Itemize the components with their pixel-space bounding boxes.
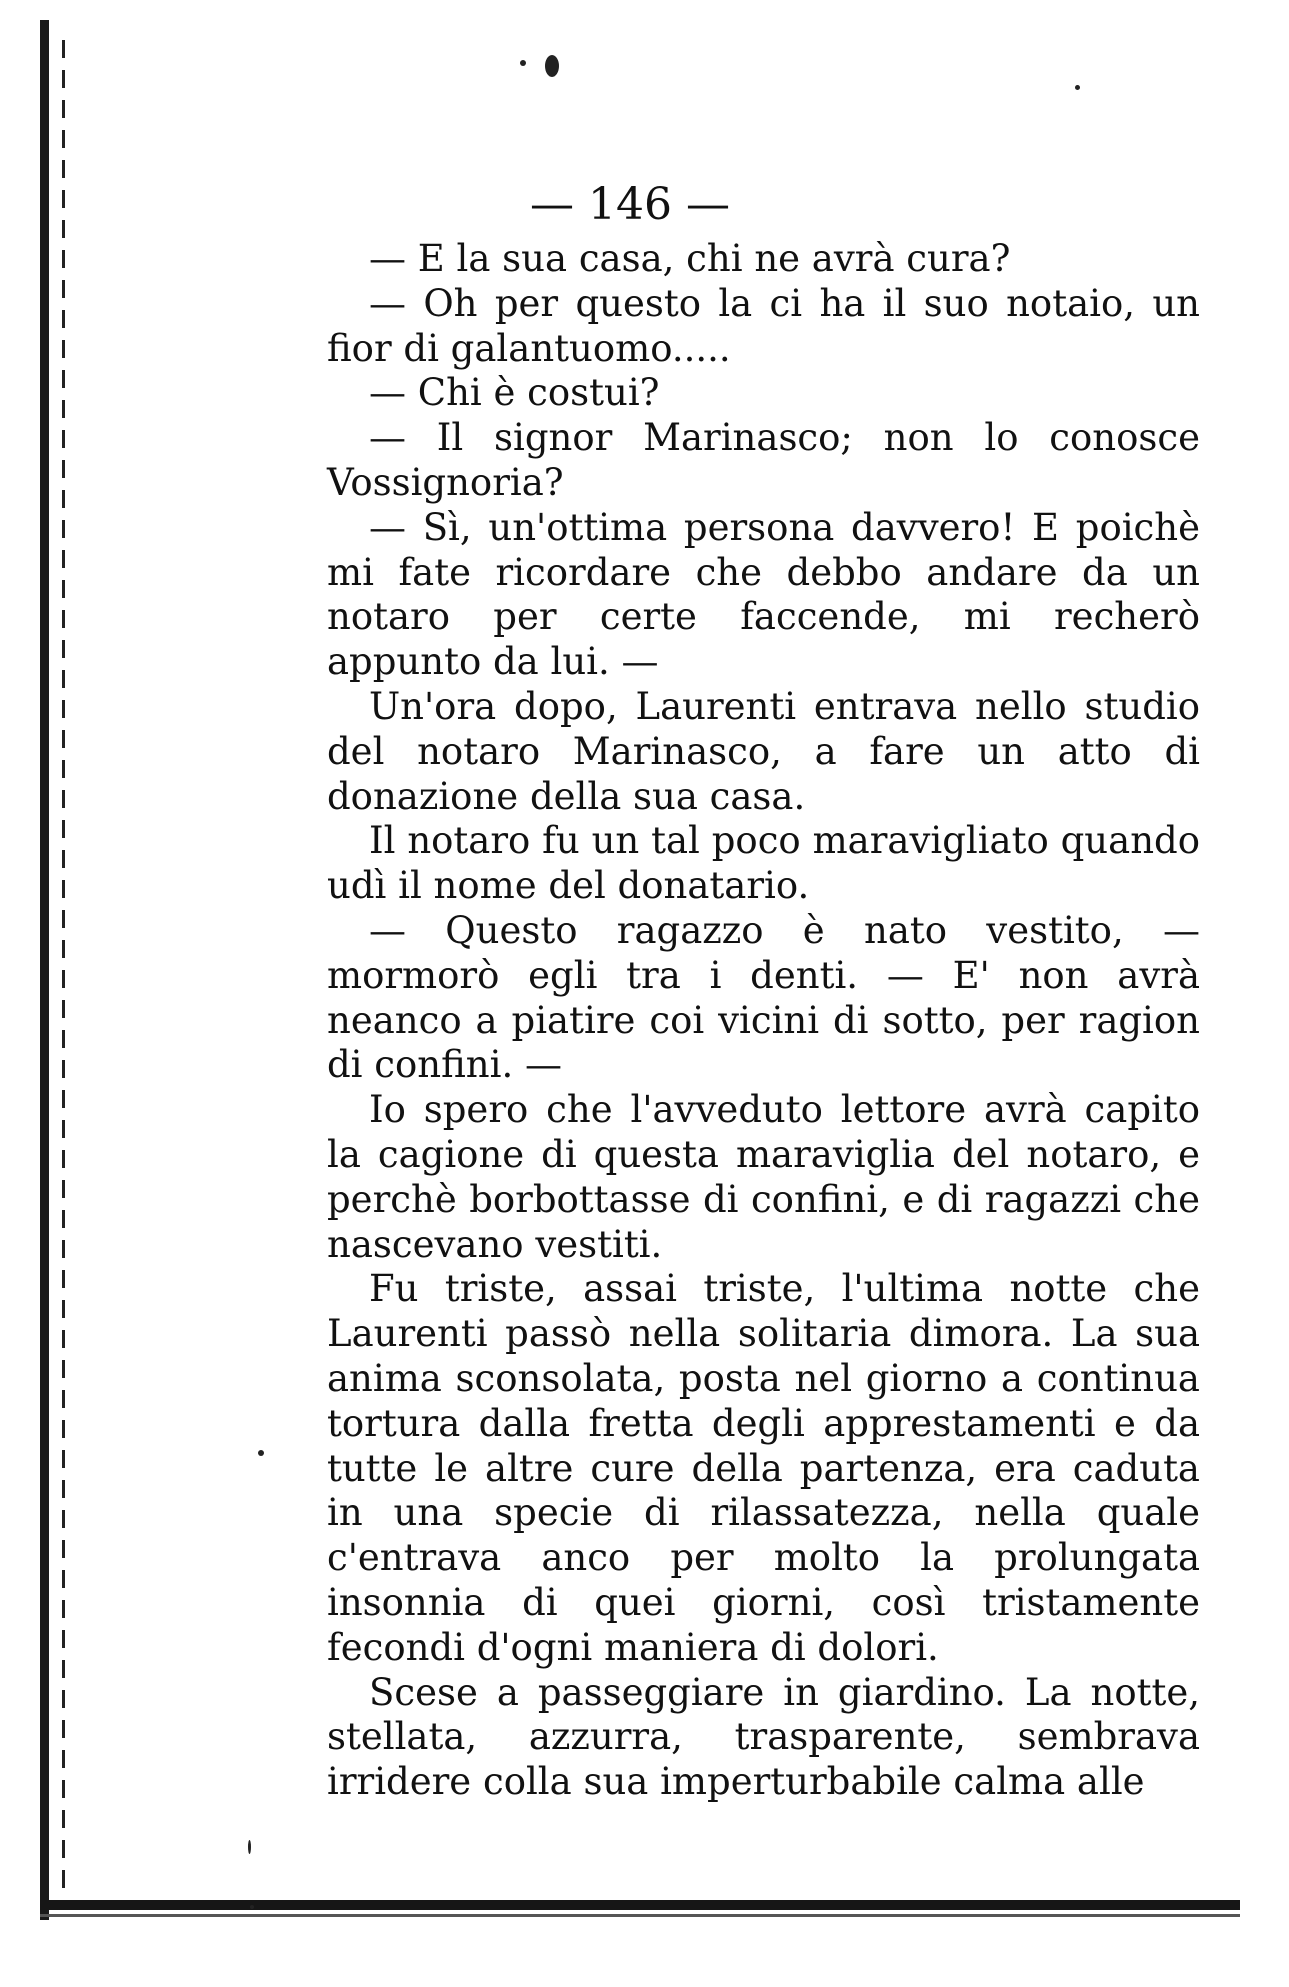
paragraph: Un'ora dopo, Laurenti entrava nello studio del notaro Marinasco, a fare un atto di donazione della sua casa.	[327, 684, 1200, 818]
scan-speck	[520, 60, 526, 66]
scan-speck	[1075, 85, 1080, 90]
page-bottom-edge	[40, 1900, 1240, 1910]
body-text	[327, 237, 1200, 1805]
paragraph: — Questo ragazzo è nato vestito, — mormorò egli tra i denti. — E' non avrà neanco a piatire coi vicini di sotto, per ragion di confini. —	[327, 908, 1200, 1087]
paragraph: — Sì, un'ottima persona davvero! E poichè mi fate ricordare che debbo andare da un notaro per certe faccende, mi recherò appunto da lui. —	[327, 505, 1200, 684]
binding-edge	[62, 40, 65, 1900]
paragraph: — Oh per questo la ci ha il suo notaio, un fior di galantuomo.....	[327, 281, 1200, 370]
paragraph: — Chi è costui?	[369, 371, 660, 415]
page-number: — 146 —	[530, 179, 730, 230]
scan-speck	[545, 55, 559, 77]
scan-speck	[258, 1450, 264, 1456]
paragraph: Scese a passeggiare in giardino. La notte, stellata, azzurra, trasparente, sembrava irridere colla sua imperturbabile calma alle	[327, 1670, 1200, 1804]
page-bottom-edge-shadow	[40, 1914, 1240, 1917]
paragraph: Il notaro fu un tal poco maravigliato quando udì il nome del donatario.	[327, 819, 1200, 908]
paragraph: Fu triste, assai triste, l'ultima notte che Laurenti passò nella solitaria dimora. La sua anima sconsolata, posta nel giorno a continua tortura dalla fretta degli apprestamenti e da tutte le altre cure della partenza, era caduta in una specie di rilassatezza, nella quale c'entrava anco per molto la prolungata insonnia di quei giorni, così tristamente fecondi d'ogni maniera di dolori.	[327, 1267, 1200, 1669]
paragraph: Io spero che l'avveduto lettore avrà capito la cagione di questa maraviglia del notaro, e perchè borbottasse di confini, e di ragazzi che nascevano vestiti.	[327, 1088, 1200, 1266]
paragraph: — E la sua casa, chi ne avrà cura?	[369, 237, 1011, 280]
scan-speck	[250, 1905, 254, 1909]
binding-spine	[40, 20, 49, 1920]
scan-speck	[248, 1840, 251, 1854]
paragraph: — Il signor Marinasco; non lo conosce Vossignoria?	[327, 416, 1200, 504]
